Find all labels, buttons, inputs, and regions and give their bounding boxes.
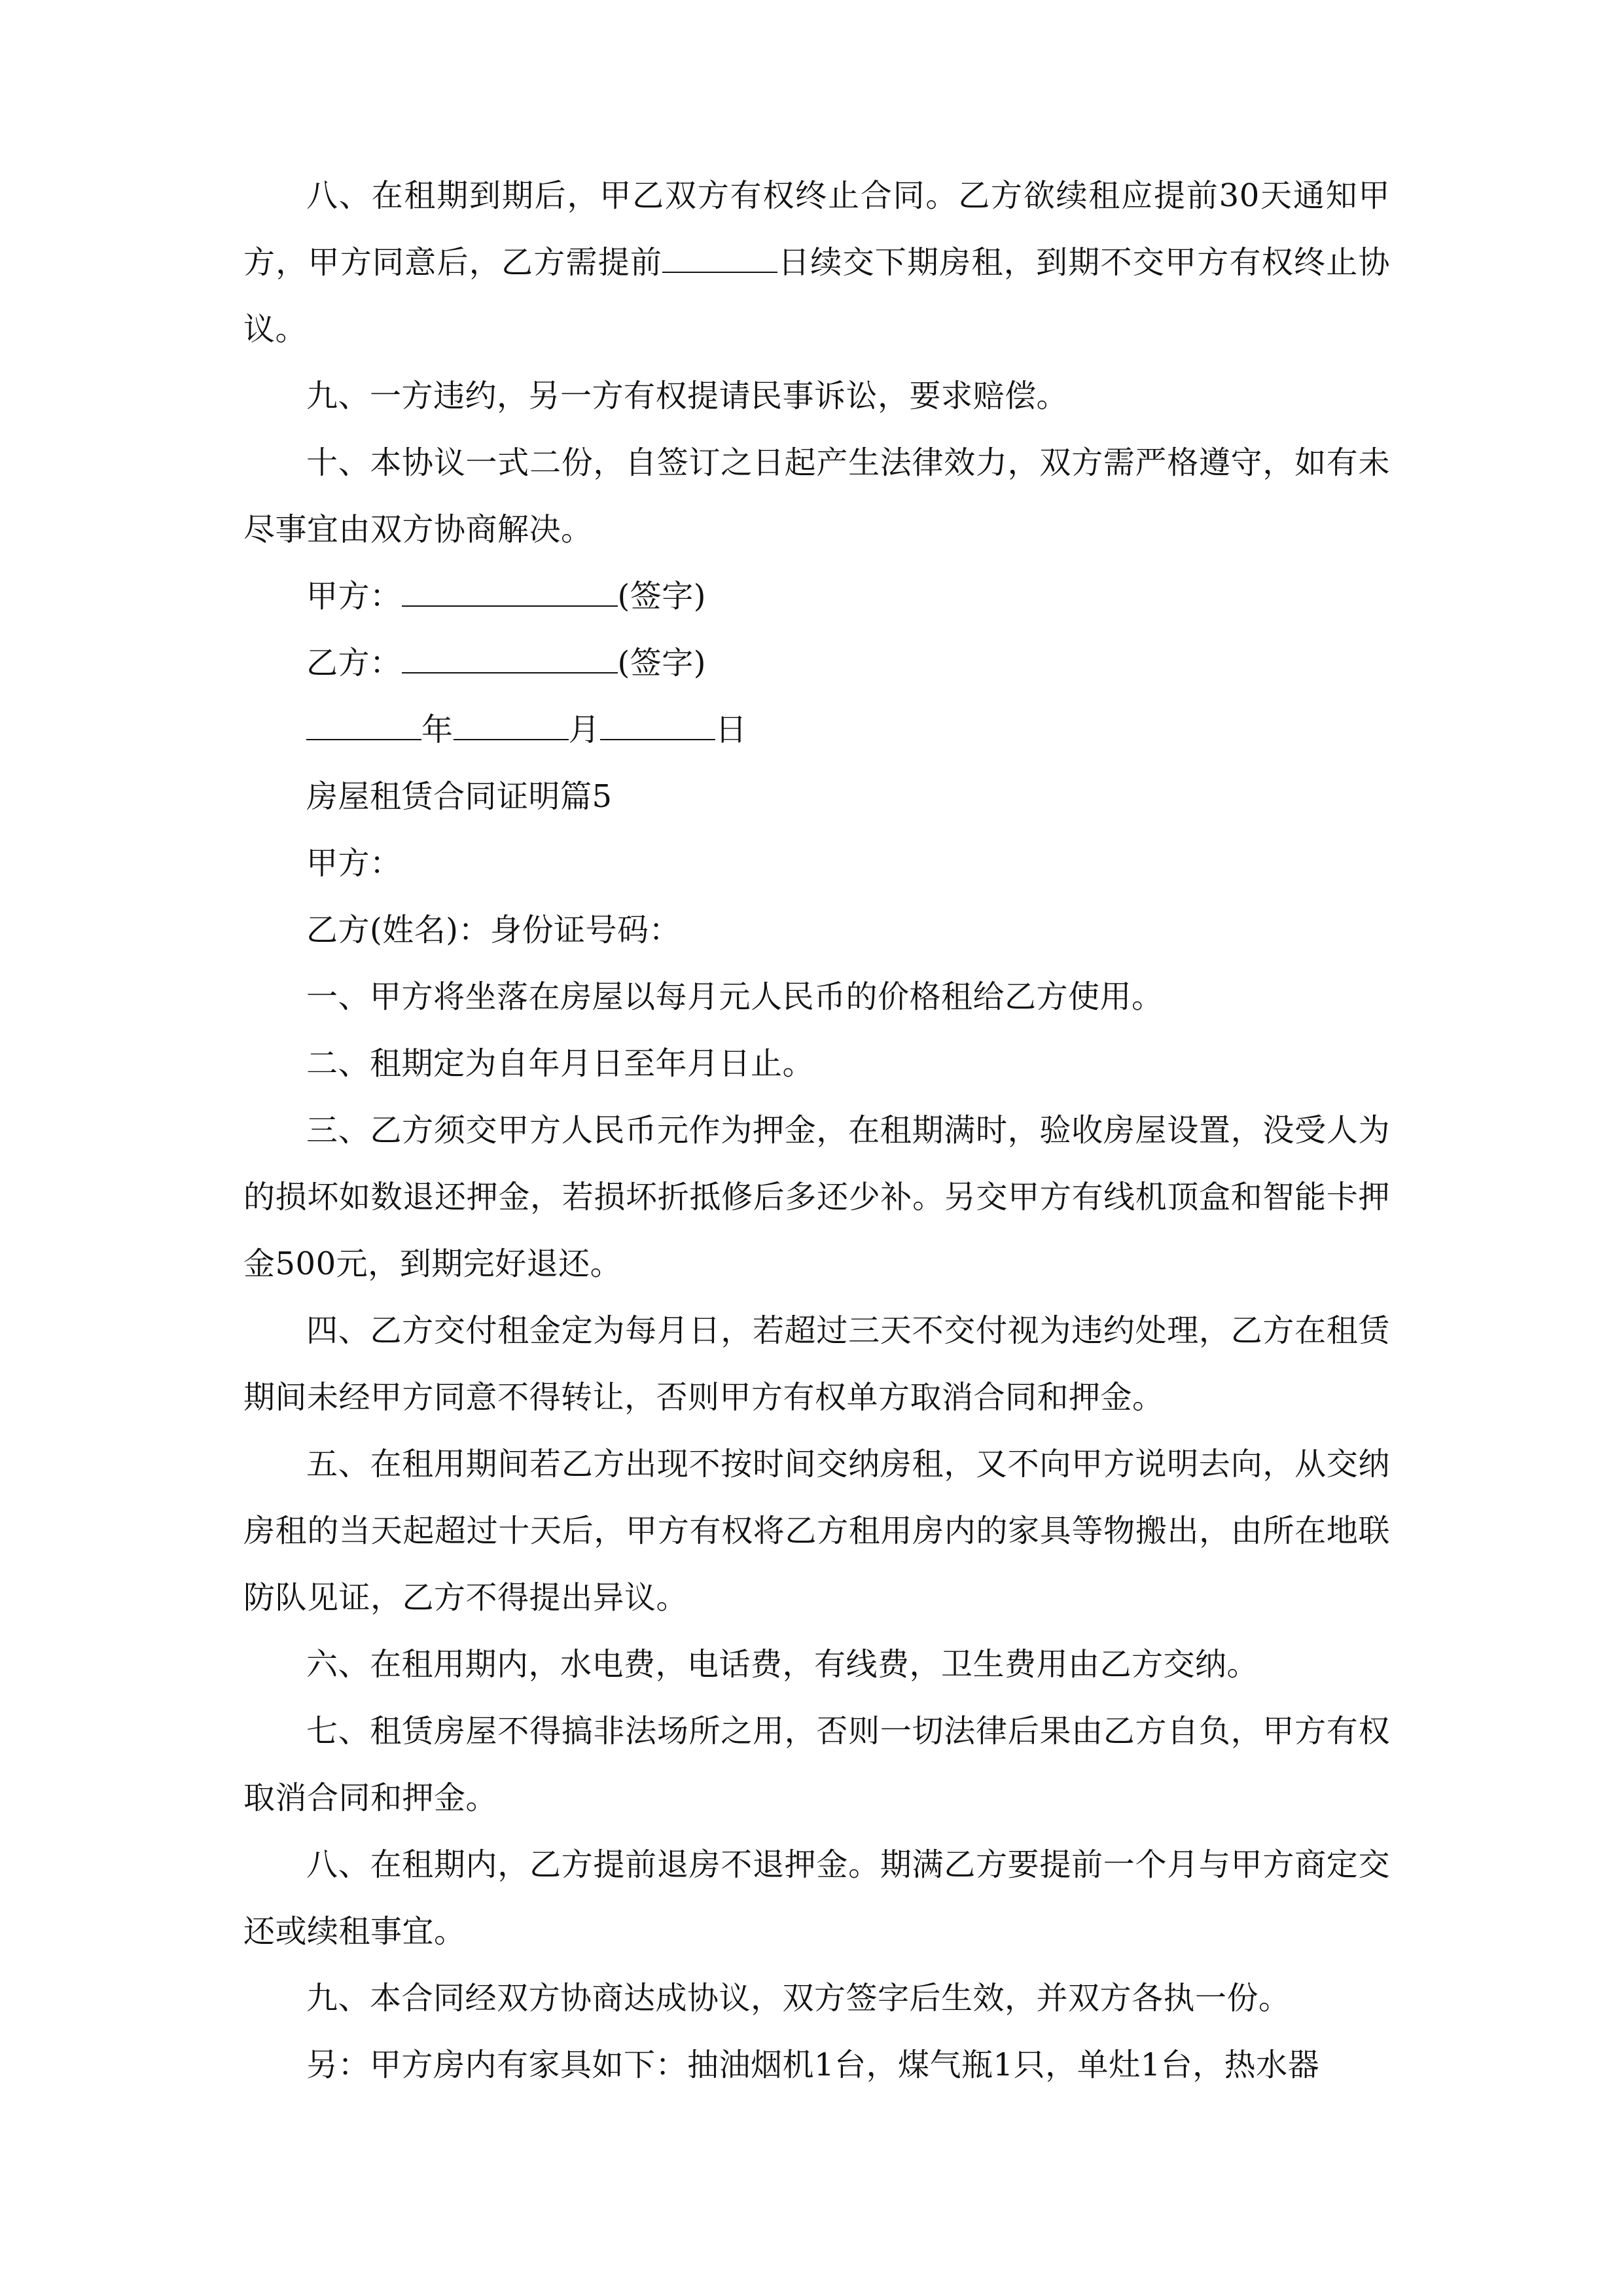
date-month-label: 月 [568, 711, 601, 748]
date-year-blank [306, 713, 421, 740]
signature-party-b-suffix: (签字) [617, 645, 706, 681]
clause-3: 三、乙方须交甲方人民币元作为押金，在租期满时，验收房屋设置，没受人为的损坏如数退还押金，若损坏折抵修后多还少补。另交甲方有线机顶盒和智能卡押金500元，到期完好退还。 [243, 1112, 1390, 1282]
clause-8: 八、在租期内，乙方提前退房不退押金。期满乙方要提前一个月与甲方商定交还或续租事宜。 [243, 1846, 1390, 1950]
paragraph-clause-10-prev: 十、本协议一式二份，自签订之日起产生法律效力，双方需严格遵守，如有未尽事宜由双方协商解决。 [243, 444, 1390, 548]
party-b-line: 乙方(姓名)：身份证号码： [306, 912, 681, 948]
document-body [243, 162, 1390, 2098]
clause-5: 五、在租用期间若乙方出现不按时间交纳房租，又不向甲方说明去向，从交纳房租的当天起超过十天后，甲方有权将乙方租用房内的家具等物搬出，由所在地联防队见证，乙方不得提出异议。 [243, 1446, 1390, 1616]
signature-party-a-suffix: (签字) [617, 578, 706, 615]
days-blank [662, 245, 777, 273]
signature-date [243, 696, 1390, 763]
signature-party-b-label: 乙方： [306, 645, 402, 681]
clause-1: 一、甲方将坐落在房屋以每月元人民币的价格租给乙方使用。 [306, 978, 1164, 1015]
signature-party-a-label: 甲方： [306, 578, 402, 615]
signature-party-b [243, 630, 1390, 696]
clause-8-prev-text: 八、在租期到期后，甲乙双方有权终止合同。乙方欲续租应提前30天通知甲方，甲方同意后，乙方需提前 [243, 177, 1390, 281]
signature-party-a [243, 563, 1390, 630]
date-day-label: 日 [715, 711, 747, 748]
section-title: 房屋租赁合同证明篇5 [306, 778, 613, 815]
signature-party-b-blank [402, 646, 618, 673]
clause-9: 九、本合同经双方协商达成协议，双方签字后生效，并双方各执一份。 [306, 1980, 1291, 2017]
clause-4: 四、乙方交付租金定为每月日，若超过三天不交付视为违约处理，乙方在租赁期间未经甲方同意不得转让，否则甲方有权单方取消合同和押金。 [243, 1312, 1390, 1416]
clause-6: 六、在租用期内，水电费，电话费，有线费，卫生费用由乙方交纳。 [306, 1646, 1259, 1683]
clause-7: 七、租赁房屋不得搞非法场所之用，否则一切法律后果由乙方自负，甲方有权取消合同和押金。 [243, 1713, 1390, 1816]
clause-2: 二、租期定为自年月日至年月日止。 [306, 1045, 815, 1082]
date-month-blank [454, 713, 569, 740]
paragraph-clause-9-prev: 九、一方违约，另一方有权提请民事诉讼，要求赔偿。 [306, 378, 1069, 414]
date-year-label: 年 [421, 711, 454, 748]
paragraph-clause-8-prev [243, 162, 1390, 363]
clause-8-prev-suffix: 日续交下期房租，到期不交甲方有权终止协议。 [243, 244, 1390, 348]
party-a-line: 甲方： [306, 845, 402, 882]
additional-note: 另：甲方房内有家具如下：抽油烟机1台，煤气瓶1只，单灶1台，热水器 [306, 2047, 1320, 2083]
signature-party-a-blank [402, 579, 618, 607]
date-day-blank [600, 713, 715, 740]
